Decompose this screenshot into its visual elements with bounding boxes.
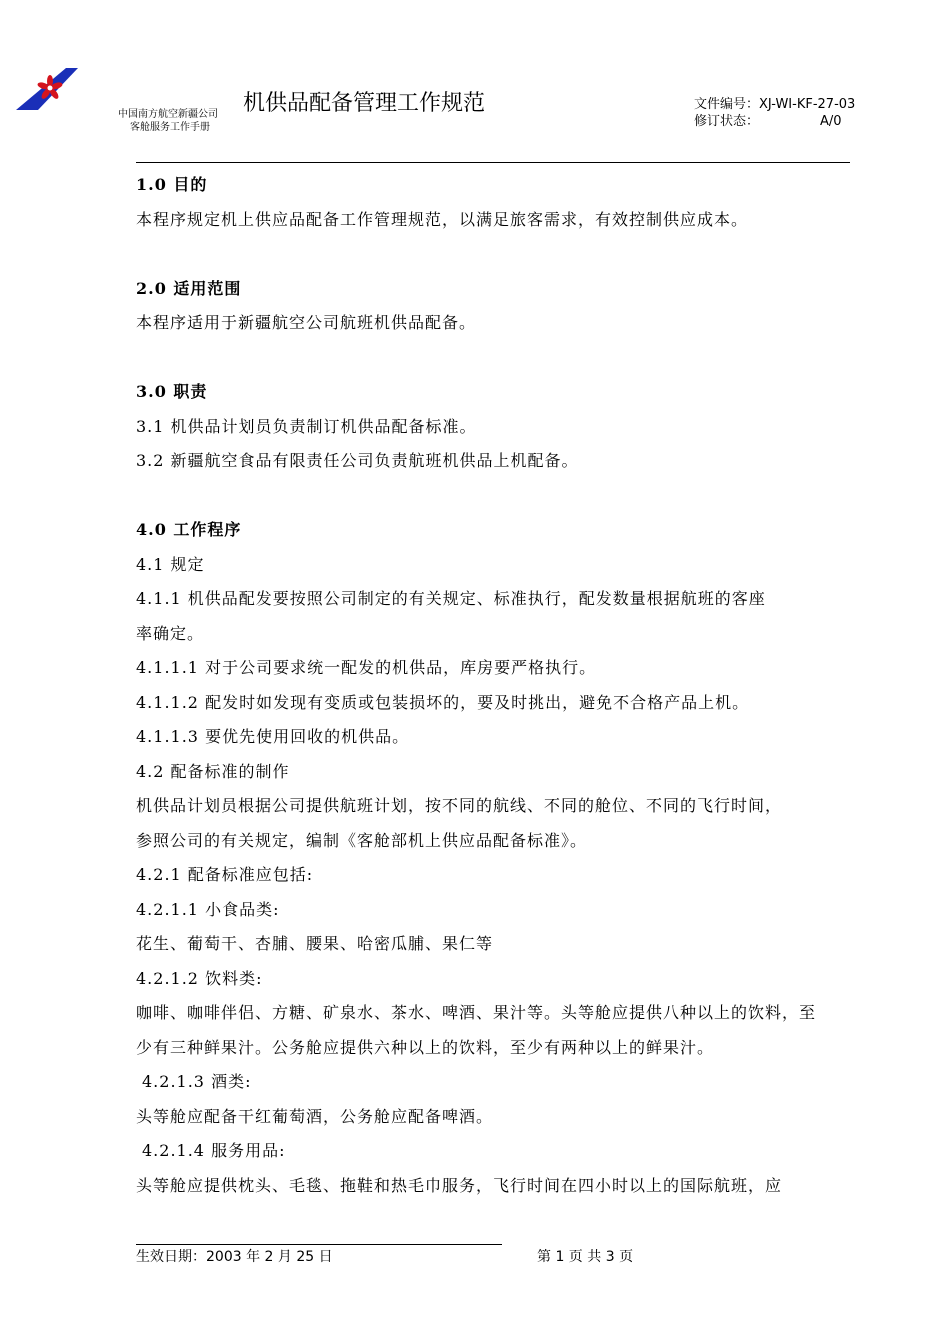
paragraph: 率确定。 (136, 623, 205, 643)
paragraph: 头等舱应配备干红葡萄酒，公务舱应配备啤酒。 (136, 1106, 494, 1126)
section-heading: 1.0 目的 (136, 175, 208, 194)
doc-number-value: XJ-WI-KF-27-03 (759, 97, 856, 112)
revision-label: 修订状态： (694, 114, 760, 129)
paragraph: 头等舱应提供枕头、毛毯、拖鞋和热毛巾服务，飞行时间在四小时以上的国际航班，应 (136, 1175, 783, 1195)
footer-divider (136, 1244, 502, 1245)
company-name (118, 108, 218, 134)
company-line-1: 中国南方航空新疆公司 (118, 109, 218, 120)
paragraph: 机供品计划员根据公司提供航班计划，按不同的航线、不同的舱位、不同的飞行时间， (136, 796, 783, 815)
section-heading: 4.0 工作程序 (136, 520, 242, 539)
section-heading: 2.0 适用范围 (136, 278, 242, 298)
airline-logo-icon (14, 64, 80, 112)
paragraph: 参照公司的有关规定，编制《客舱部机上供应品配备标准》。 (136, 830, 588, 850)
paragraph: 花生、葡萄干、杏脯、腰果、哈密瓜脯、果仁等 (136, 934, 494, 953)
list-item: 3.1 机供品计划员负责制订机供品配备标准。 (136, 416, 477, 436)
revision-value: A/0 (820, 114, 842, 129)
paragraph: 少有三种鲜果汁。公务舱应提供六种以上的饮料，至少有两种以上的鲜果汁。 (136, 1037, 715, 1057)
list-item: 4.2.1.1 小食品类: (136, 899, 280, 919)
doc-number-label: 文件编号： (694, 97, 760, 112)
revision-row (694, 113, 855, 130)
header-divider (136, 162, 850, 163)
paragraph: 本程序适用于新疆航空公司航班机供品配备。 (136, 313, 477, 332)
list-item: 4.1.1.2 配发时如发现有变质或包装损坏的，要及时挑出，避免不合格产品上机。 (136, 692, 750, 712)
list-item: 3.2 新疆航空食品有限责任公司负责航班机供品上机配备。 (136, 451, 579, 470)
document-title: 机供品配备管理工作规范 (243, 91, 486, 116)
company-line-2: 客舱服务工作手册 (130, 122, 210, 133)
list-item: 4.2.1.2 饮料类: (136, 968, 263, 988)
paragraph: 咖啡、咖啡伴侣、方糖、矿泉水、茶水、啤酒、果汁等。头等舱应提供八种以上的饮料，至 (136, 1003, 817, 1022)
list-item: 4.2.1.4 服务用品: (142, 1141, 286, 1160)
subsection-heading: 4.2 配备标准的制作 (136, 761, 290, 781)
subsection-heading: 4.1 规定 (136, 554, 205, 574)
section-heading: 3.0 职责 (136, 382, 208, 401)
document-body (136, 168, 852, 1203)
list-item: 4.1.1.3 要优先使用回收的机供品。 (136, 727, 410, 746)
paragraph: 本程序规定机上供应品配备工作管理规范，以满足旅客需求，有效控制供应成本。 (136, 209, 749, 229)
list-item: 4.1.1.1 对于公司要求统一配发的机供品，库房要严格执行。 (136, 658, 597, 677)
effective-date: 生效日期：2003 年 2 月 25 日 (136, 1249, 333, 1265)
paragraph: 4.1.1 机供品配发要按照公司制定的有关规定、标准执行，配发数量根据航班的客座 (136, 589, 766, 608)
page-number: 第 1 页 共 3 页 (537, 1249, 634, 1265)
list-item: 4.2.1 配备标准应包括: (136, 865, 314, 884)
list-item: 4.2.1.3 酒类: (142, 1072, 252, 1091)
document-info (694, 96, 855, 130)
doc-number-row (694, 96, 855, 113)
